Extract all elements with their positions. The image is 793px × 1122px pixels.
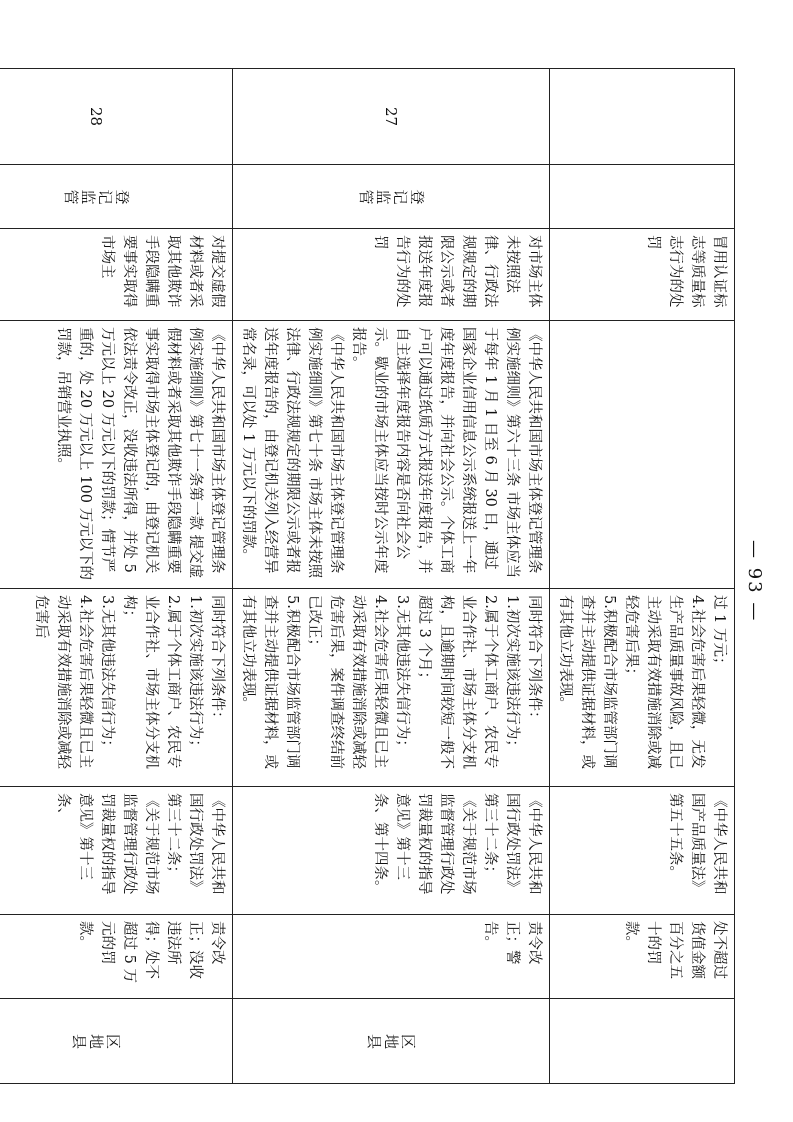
level-text: 区地县 — [365, 1032, 417, 1050]
cell-level — [0, 999, 233, 1084]
category-text: 登记监管 — [62, 187, 130, 206]
category-text: 登记监管 — [357, 187, 425, 206]
cell-provisions: 《中华人民共和国市场主体登记管理条例实施细则》第六十三条 市场主体应当于每年 1 月 1 日至 6 月 30 日，通过国家企业信用信息公示系统报送上一年度年度报告，并向社会公示。个体工商户可以通过纸质方式报送年度报告，并自主选择年度报告内容是否向社会公示。歇业的市场主体应当按时公示年度报告。 《中华人民共和国市场主体登记管理条例实施细则》第七十条 市场主体未按照法律、行政法规规定的期限公示或者报送年度报告的，由登记机关列入经营异常名录，可以处 1 万元以下的罚款。 — [233, 321, 550, 589]
cell-basis: 《中华人民共和国行政处罚法》第三十二条； 《关于规范市场监督管理行政处罚裁量权的指导意见》第十三条、 — [0, 787, 233, 915]
cell-conditions: 同时符合下列条件： 1.初次实施该违法行为； 2.属于个体工商户、农民专业合作社、市场主体分支机构，且逾期时间较短一般不超过 3 个月； 3.无其他违法失信行为； 4.社会危害后果轻微且已主动采取有效措施消除或减轻危害后果，案件调查终结前已改正； 5.积极配合市场监管部门调查并主动提供证据材料，或有其他立功表现。 — [233, 589, 550, 787]
cell-name: 对提交虚假材料或者采取其他欺诈手段隐瞒重要事实取得市场主 — [0, 229, 233, 321]
cell-basis: 《中华人民共和国产品质量法》第五十五条。 — [550, 787, 735, 915]
cell-level — [550, 999, 735, 1084]
cell-name: 对市场主体未按照法律、行政法规规定的期限公示或者报送年度报告行为的处罚 — [233, 229, 550, 321]
table-row-continuation — [550, 69, 735, 1084]
cell-penalty: 责令改正；没收违法所得；处不超过 5 万元的罚款。 — [0, 915, 233, 999]
cell-penalty: 责令改正；警告。 — [233, 915, 550, 999]
cell-level — [233, 999, 550, 1084]
table-row — [233, 69, 550, 1084]
cell-provisions: 《中华人民共和国市场主体登记管理条例实施细则》第七十一条第一款 提交虚假材料或者采取其他欺诈手段隐瞒重要事实取得市场主体登记的，由登记机关依法责令改正，没收违法所得，并处 5 万元以上 20 万元以下的罚款；情节严重的，处 20 万元以上 100 万元以下的罚款，吊销营业执照。 — [0, 321, 233, 589]
cell-conditions: 过 1 万元； 4.社会危害后果轻微，无发生产品质量事故风险，且已主动采取有效措施消除或减轻危害后果； 5.积极配合市场监管部门调查并主动提供证据材料，或有其他立功表现。 — [550, 589, 735, 787]
cell-category — [550, 165, 735, 229]
page-number: — 93 — — [744, 540, 765, 623]
cell-basis: 《中华人民共和国行政处罚法》第三十二条； 《关于规范市场监督管理行政处罚裁量权的指导意见》第十三条、第十四条。 — [233, 787, 550, 915]
table-row — [0, 69, 233, 1084]
level-text: 区地县 — [70, 1032, 122, 1050]
cell-number: 27 — [233, 69, 550, 165]
cell-category — [0, 165, 233, 229]
cell-provisions — [550, 321, 735, 589]
rotated-table-sheet — [33, 68, 735, 1083]
penalty-table — [0, 68, 735, 1084]
cell-number: 28 — [0, 69, 233, 165]
cell-name: 冒用认证标志等质量标志行为的处罚 — [550, 229, 735, 321]
cell-penalty: 处不超过货值金额百分之五十的罚款。 — [550, 915, 735, 999]
cell-category — [233, 165, 550, 229]
cell-number — [550, 69, 735, 165]
cell-conditions: 同时符合下列条件： 1.初次实施该违法行为； 2.属于个体工商户、农民专业合作社、市场主体分支机构； 3.无其他违法失信行为； 4.社会危害后果轻微且已主动采取有效措施消除或减轻危害后 — [0, 589, 233, 787]
